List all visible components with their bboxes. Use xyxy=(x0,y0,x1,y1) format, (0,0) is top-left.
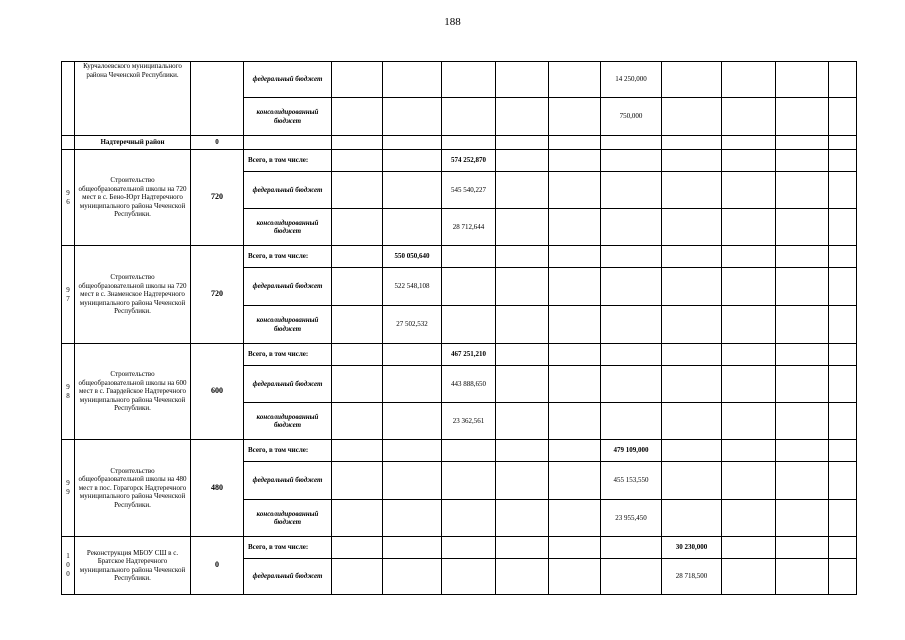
empty-cell xyxy=(383,366,442,403)
row-number: 9 7 xyxy=(62,246,75,344)
empty-cell xyxy=(601,366,662,403)
empty-cell xyxy=(549,306,601,344)
total-label: Всего, в том числе: xyxy=(244,344,332,366)
empty-cell xyxy=(332,150,383,172)
table-row xyxy=(62,150,857,172)
empty-cell xyxy=(442,462,496,500)
empty-cell xyxy=(383,500,442,537)
empty-cell xyxy=(496,344,549,366)
empty-cell xyxy=(332,344,383,366)
capacity-cell: 720 xyxy=(191,246,244,344)
empty-cell xyxy=(496,500,549,537)
empty-cell xyxy=(549,559,601,595)
empty-cell xyxy=(722,403,776,440)
empty-cell xyxy=(776,500,829,537)
empty-cell xyxy=(829,344,857,366)
empty-cell xyxy=(601,559,662,595)
empty-cell xyxy=(601,403,662,440)
empty-cell xyxy=(829,306,857,344)
empty-cell xyxy=(662,150,722,172)
empty-cell xyxy=(662,344,722,366)
value-cell: 574 252,870 xyxy=(442,150,496,172)
source-label: федеральный бюджет xyxy=(244,62,332,98)
value-cell: 443 888,650 xyxy=(442,366,496,403)
empty-cell xyxy=(722,150,776,172)
empty-cell xyxy=(383,172,442,209)
empty-cell xyxy=(332,440,383,462)
empty-cell xyxy=(829,559,857,595)
empty-cell xyxy=(549,136,601,150)
value-cell: 27 502,532 xyxy=(383,306,442,344)
empty-cell xyxy=(776,150,829,172)
empty-cell xyxy=(722,366,776,403)
empty-cell xyxy=(191,62,244,136)
empty-cell xyxy=(442,136,496,150)
empty-cell xyxy=(722,500,776,537)
empty-cell xyxy=(601,136,662,150)
empty-cell xyxy=(829,246,857,268)
empty-cell xyxy=(722,537,776,559)
empty-cell xyxy=(332,98,383,136)
empty-cell xyxy=(829,209,857,246)
empty-cell xyxy=(829,98,857,136)
empty-cell xyxy=(383,344,442,366)
empty-cell xyxy=(383,150,442,172)
source-label: федеральный бюджет xyxy=(244,559,332,595)
empty-cell xyxy=(776,537,829,559)
object-name: Курчалоевского муниципального района Чеченской Республики. xyxy=(75,62,191,136)
empty-cell xyxy=(383,136,442,150)
capacity-cell: 720 xyxy=(191,150,244,246)
value-cell: 467 251,210 xyxy=(442,344,496,366)
empty-cell xyxy=(496,246,549,268)
empty-cell xyxy=(332,136,383,150)
empty-cell xyxy=(829,150,857,172)
empty-cell xyxy=(549,172,601,209)
empty-cell xyxy=(722,462,776,500)
empty-cell xyxy=(383,440,442,462)
object-name: Строительство общеобразовательной школы на 600 мест в с. Гвардейское Надтеречного муниципального района Чеченской Республики. xyxy=(75,344,191,440)
empty-cell xyxy=(829,136,857,150)
empty-cell xyxy=(601,344,662,366)
empty-cell xyxy=(332,462,383,500)
empty-cell xyxy=(722,344,776,366)
empty-cell xyxy=(776,559,829,595)
value-cell: 455 153,550 xyxy=(601,462,662,500)
value-cell: 23 362,561 xyxy=(442,403,496,440)
empty-cell xyxy=(722,136,776,150)
empty-cell xyxy=(662,440,722,462)
empty-cell xyxy=(776,403,829,440)
empty-cell xyxy=(776,268,829,306)
source-label: федеральный бюджет xyxy=(244,366,332,403)
empty-cell xyxy=(662,172,722,209)
empty-cell xyxy=(601,306,662,344)
empty-cell xyxy=(829,366,857,403)
empty-cell xyxy=(496,366,549,403)
empty-cell xyxy=(601,537,662,559)
empty-cell xyxy=(829,440,857,462)
empty-cell xyxy=(332,209,383,246)
empty-cell xyxy=(776,62,829,98)
empty-cell xyxy=(722,246,776,268)
object-name: Строительство общеобразовательной школы на 720 мест в с. Знаменское Надтеречного муниципального района Чеченской Республики. xyxy=(75,246,191,344)
empty-cell xyxy=(332,268,383,306)
empty-cell xyxy=(496,136,549,150)
total-label: Всего, в том числе: xyxy=(244,440,332,462)
empty-cell xyxy=(722,62,776,98)
object-name: Строительство общеобразовательной школы на 480 мест в пос. Горагорск Надтеречного муниципального района Чеченской Республики. xyxy=(75,440,191,537)
empty-cell xyxy=(496,209,549,246)
row-number: 9 6 xyxy=(62,150,75,246)
source-label: федеральный бюджет xyxy=(244,172,332,209)
empty-cell xyxy=(829,462,857,500)
value-cell: 550 050,640 xyxy=(383,246,442,268)
empty-cell xyxy=(601,246,662,268)
empty-cell xyxy=(332,306,383,344)
empty-cell xyxy=(662,462,722,500)
empty-cell xyxy=(496,306,549,344)
empty-cell xyxy=(662,500,722,537)
row-number: 9 8 xyxy=(62,344,75,440)
empty-cell xyxy=(601,209,662,246)
empty-cell xyxy=(722,440,776,462)
empty-cell xyxy=(332,403,383,440)
empty-cell xyxy=(496,98,549,136)
empty-cell xyxy=(549,150,601,172)
empty-cell xyxy=(244,136,332,150)
empty-cell xyxy=(776,306,829,344)
value-cell: 750,000 xyxy=(601,98,662,136)
value-cell: 28 718,500 xyxy=(662,559,722,595)
source-label: федеральный бюджет xyxy=(244,462,332,500)
total-label: Всего, в том числе: xyxy=(244,537,332,559)
empty-cell xyxy=(496,559,549,595)
empty-cell xyxy=(662,98,722,136)
page-number: 188 xyxy=(444,16,461,28)
empty-cell xyxy=(549,268,601,306)
empty-cell xyxy=(722,306,776,344)
empty-cell xyxy=(332,500,383,537)
empty-cell xyxy=(442,559,496,595)
empty-cell xyxy=(549,500,601,537)
empty-cell xyxy=(662,246,722,268)
empty-cell xyxy=(332,559,383,595)
empty-cell xyxy=(496,403,549,440)
capacity-cell: 480 xyxy=(191,440,244,537)
capacity-cell: 0 xyxy=(191,537,244,595)
total-label: Всего, в том числе: xyxy=(244,150,332,172)
empty-cell xyxy=(776,136,829,150)
object-name: Реконструкция МБОУ СШ в с. Братское Надтеречного муниципального района Чеченской Республики. xyxy=(75,537,191,595)
empty-cell xyxy=(722,268,776,306)
table-row xyxy=(62,440,857,462)
empty-cell xyxy=(383,403,442,440)
empty-cell xyxy=(722,559,776,595)
value-cell: 30 230,000 xyxy=(662,537,722,559)
budget-table xyxy=(61,61,857,595)
empty-cell xyxy=(383,559,442,595)
empty-cell xyxy=(496,172,549,209)
empty-cell xyxy=(383,209,442,246)
source-label: консолидированный бюджет xyxy=(244,403,332,440)
capacity-cell: 0 xyxy=(191,136,244,150)
empty-cell xyxy=(496,537,549,559)
empty-cell xyxy=(776,462,829,500)
empty-cell xyxy=(601,268,662,306)
empty-cell xyxy=(776,98,829,136)
source-label: консолидированный бюджет xyxy=(244,98,332,136)
empty-cell xyxy=(776,172,829,209)
empty-cell xyxy=(722,209,776,246)
empty-cell xyxy=(549,440,601,462)
empty-cell xyxy=(829,500,857,537)
empty-cell xyxy=(549,366,601,403)
empty-cell xyxy=(662,306,722,344)
empty-cell xyxy=(442,62,496,98)
empty-cell xyxy=(332,537,383,559)
empty-cell xyxy=(549,344,601,366)
value-cell: 479 109,000 xyxy=(601,440,662,462)
empty-cell xyxy=(383,98,442,136)
empty-cell xyxy=(776,209,829,246)
empty-cell xyxy=(496,440,549,462)
empty-cell xyxy=(332,246,383,268)
empty-cell xyxy=(776,344,829,366)
empty-cell xyxy=(662,62,722,98)
empty-cell xyxy=(549,462,601,500)
source-label: консолидированный бюджет xyxy=(244,306,332,344)
capacity-cell: 600 xyxy=(191,344,244,440)
row-number: 9 9 xyxy=(62,440,75,537)
empty-cell xyxy=(829,403,857,440)
value-cell: 14 250,000 xyxy=(601,62,662,98)
empty-cell xyxy=(662,366,722,403)
empty-cell xyxy=(442,440,496,462)
empty-cell xyxy=(662,136,722,150)
value-cell: 522 548,108 xyxy=(383,268,442,306)
empty-cell xyxy=(776,440,829,462)
empty-cell xyxy=(829,537,857,559)
empty-cell xyxy=(662,209,722,246)
empty-cell xyxy=(776,366,829,403)
source-label: консолидированный бюджет xyxy=(244,500,332,537)
table-row xyxy=(62,62,857,98)
empty-cell xyxy=(829,62,857,98)
district-row xyxy=(62,136,857,150)
row-number: 1 0 0 xyxy=(62,537,75,595)
object-name: Строительство общеобразовательной школы на 720 мест в с. Бено-Юрт Надтеречного муниципального района Чеченской Республики. xyxy=(75,150,191,246)
empty-cell xyxy=(496,268,549,306)
value-cell: 23 955,450 xyxy=(601,500,662,537)
empty-cell xyxy=(332,366,383,403)
value-cell: 545 540,227 xyxy=(442,172,496,209)
empty-cell xyxy=(442,268,496,306)
empty-cell xyxy=(549,209,601,246)
district-name: Надтеречный район xyxy=(75,136,191,150)
empty-cell xyxy=(442,500,496,537)
empty-cell xyxy=(62,62,75,136)
value-cell: 28 712,644 xyxy=(442,209,496,246)
empty-cell xyxy=(383,537,442,559)
empty-cell xyxy=(549,403,601,440)
empty-cell xyxy=(601,172,662,209)
source-label: федеральный бюджет xyxy=(244,268,332,306)
empty-cell xyxy=(829,172,857,209)
source-label: консолидированный бюджет xyxy=(244,209,332,246)
empty-cell xyxy=(549,98,601,136)
empty-cell xyxy=(442,306,496,344)
empty-cell xyxy=(776,246,829,268)
empty-cell xyxy=(442,246,496,268)
empty-cell xyxy=(549,537,601,559)
empty-cell xyxy=(496,62,549,98)
empty-cell xyxy=(383,62,442,98)
empty-cell xyxy=(549,62,601,98)
empty-cell xyxy=(496,462,549,500)
empty-cell xyxy=(829,268,857,306)
empty-cell xyxy=(496,150,549,172)
table-row xyxy=(62,344,857,366)
empty-cell xyxy=(332,62,383,98)
total-label: Всего, в том числе: xyxy=(244,246,332,268)
empty-cell xyxy=(383,462,442,500)
empty-cell xyxy=(722,172,776,209)
empty-cell xyxy=(442,98,496,136)
empty-cell xyxy=(62,136,75,150)
empty-cell xyxy=(442,537,496,559)
empty-cell xyxy=(722,98,776,136)
empty-cell xyxy=(662,403,722,440)
table-row xyxy=(62,537,857,559)
empty-cell xyxy=(332,172,383,209)
empty-cell xyxy=(549,246,601,268)
empty-cell xyxy=(601,150,662,172)
table-row xyxy=(62,246,857,268)
empty-cell xyxy=(662,268,722,306)
